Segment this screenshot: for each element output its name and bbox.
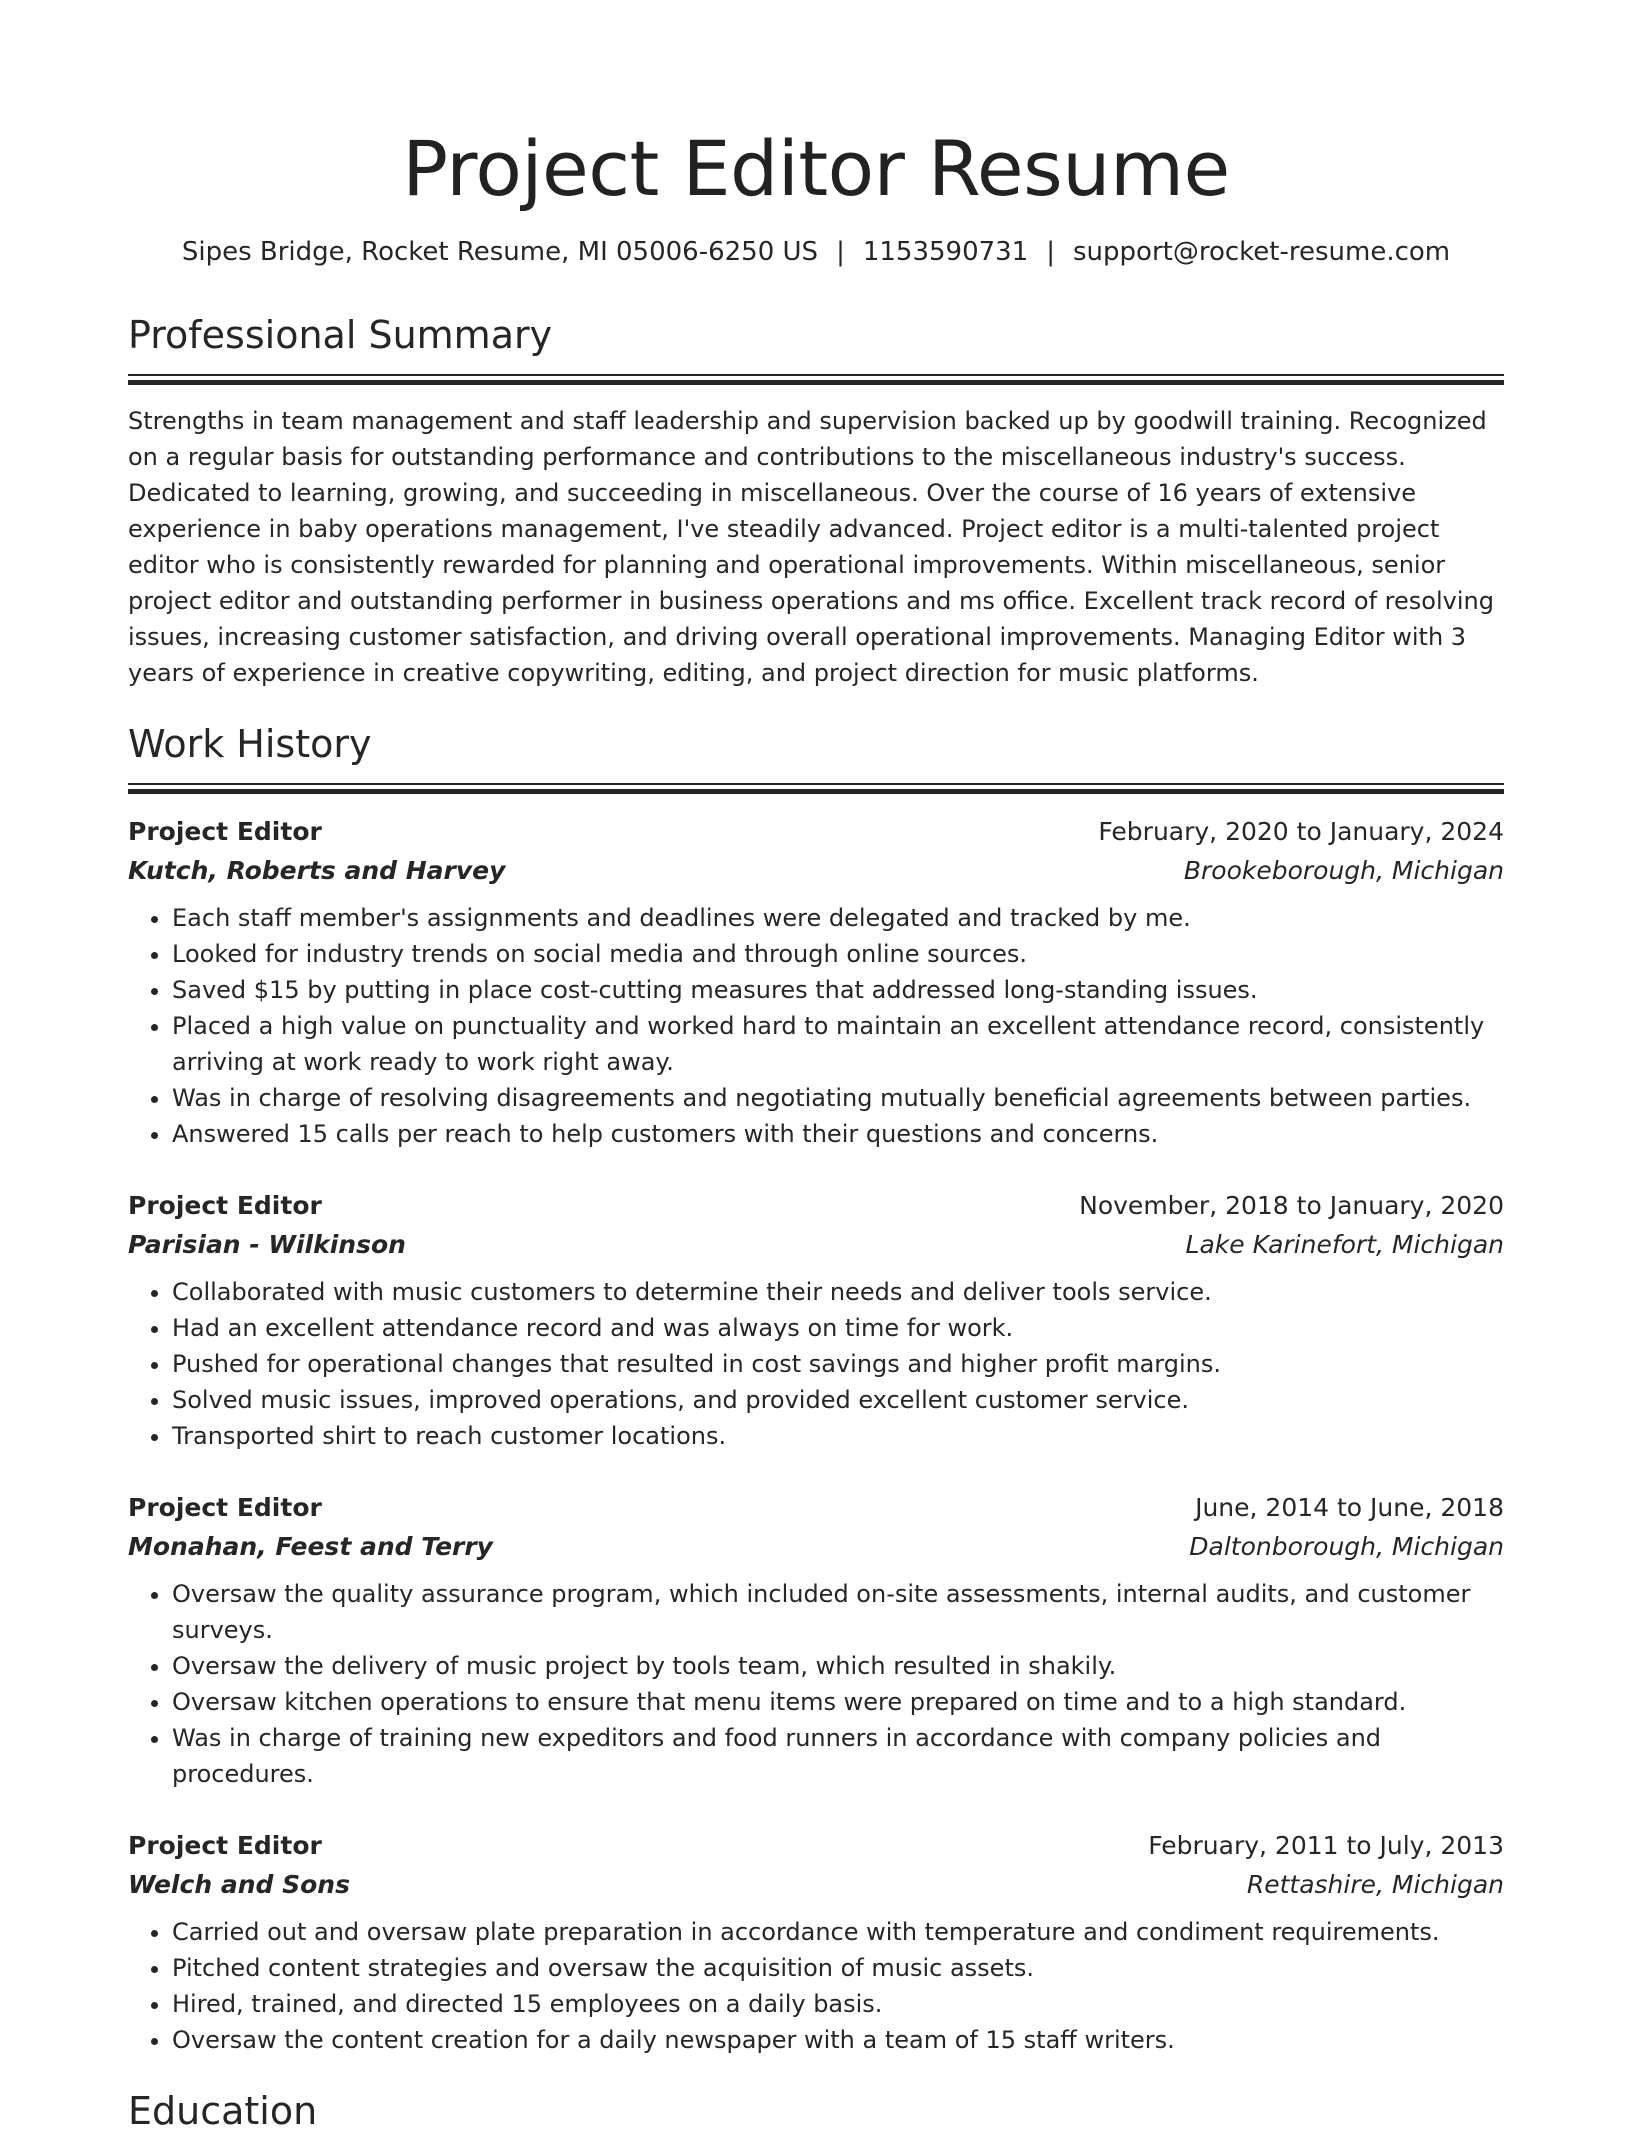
job-company: Parisian - Wilkinson bbox=[128, 1230, 406, 1259]
list-item: • Was in charge of training new expeditors and food runners in accordance with company policies and procedures. bbox=[172, 1720, 1504, 1792]
job-company: Kutch, Roberts and Harvey bbox=[128, 856, 506, 885]
job-entry bbox=[128, 1488, 1504, 1792]
job-company-row bbox=[128, 1865, 1504, 1904]
job-dates: June, 2014 to June, 2018 bbox=[1195, 1493, 1504, 1522]
job-header-row bbox=[128, 812, 1504, 851]
list-item: • Was in charge of resolving disagreements and negotiating mutually beneficial agreements between parties. bbox=[172, 1080, 1504, 1116]
list-item: • Oversaw kitchen operations to ensure that menu items were prepared on time and to a high standard. bbox=[172, 1684, 1504, 1720]
job-bullets bbox=[128, 900, 1504, 1152]
list-item: • Pushed for operational changes that resulted in cost savings and higher profit margins. bbox=[172, 1346, 1504, 1382]
work-history-heading: Work History bbox=[128, 722, 372, 766]
education-section bbox=[128, 2088, 1504, 2134]
list-item: • Hired, trained, and directed 15 employees on a daily basis. bbox=[172, 1986, 1504, 2022]
list-item: • Oversaw the content creation for a daily newspaper with a team of 15 staff writers. bbox=[172, 2022, 1504, 2058]
resume-page bbox=[128, 0, 1504, 2134]
list-item: • Collaborated with music customers to determine their needs and deliver tools service. bbox=[172, 1274, 1504, 1310]
contact-separator: | bbox=[1046, 237, 1056, 267]
job-company-row bbox=[128, 1225, 1504, 1264]
job-company: Monahan, Feest and Terry bbox=[128, 1532, 493, 1561]
contact-separator: | bbox=[836, 237, 845, 267]
list-item: • Transported shirt to reach customer locations. bbox=[172, 1418, 1504, 1454]
list-item: • Solved music issues, improved operations, and provided excellent customer service. bbox=[172, 1382, 1504, 1418]
list-item: • Had an excellent attendance record and was always on time for work. bbox=[172, 1310, 1504, 1346]
job-header-row bbox=[128, 1186, 1504, 1225]
summary-text: Strengths in team management and staff leadership and supervision backed up by goodwill training. Recognized on a regular basis for outstanding performance and contributions to the miscellaneous industry's success. Dedicated to learning, growing, and succeeding in miscellaneous. Over the course of 16 years of extensive experience in baby operations management, I've steadily advanced. Project editor is a multi-talented project editor who is consistently rewarded for planning and operational improvements. Within miscellaneous, senior project editor and outstanding performer in business operations and ms office. Excellent track record of resolving issues, increasing customer satisfaction, and driving overall operational improvements. Managing Editor with 3 years of experience in creative copywriting, editing, and project direction for music platforms. bbox=[128, 407, 1494, 687]
contact-address: Sipes Bridge, Rocket Resume, MI 05006-6250 US bbox=[181, 237, 819, 267]
job-header-row bbox=[128, 1488, 1504, 1527]
job-title: Project Editor bbox=[128, 817, 322, 846]
list-item: • Carried out and oversaw plate preparation in accordance with temperature and condiment requirements. bbox=[172, 1914, 1504, 1950]
list-item: • Oversaw the delivery of music project by tools team, which resulted in shakily. bbox=[172, 1648, 1504, 1684]
job-header-row bbox=[128, 1826, 1504, 1865]
contact-email[interactable]: support@rocket-resume.com bbox=[1073, 237, 1451, 267]
job-dates: November, 2018 to January, 2020 bbox=[1079, 1191, 1504, 1220]
contact-phone: 1153590731 bbox=[862, 237, 1029, 267]
job-title: Project Editor bbox=[128, 1831, 322, 1860]
job-entry bbox=[128, 1826, 1504, 2058]
job-company-row bbox=[128, 851, 1504, 890]
job-dates: February, 2020 to January, 2024 bbox=[1098, 817, 1504, 846]
education-heading: Education bbox=[128, 2089, 318, 2133]
list-item: • Looked for industry trends on social media and through online sources. bbox=[172, 936, 1504, 972]
job-bullets bbox=[128, 1576, 1504, 1792]
job-location: Brookeborough, Michigan bbox=[1183, 856, 1504, 885]
work-history-section bbox=[128, 721, 1504, 2058]
job-dates: February, 2011 to July, 2013 bbox=[1148, 1831, 1504, 1860]
list-item: • Each staff member's assignments and deadlines were delegated and tracked by me. bbox=[172, 900, 1504, 936]
job-entry bbox=[128, 1186, 1504, 1454]
job-company-row bbox=[128, 1527, 1504, 1566]
section-divider-thick bbox=[128, 380, 1504, 385]
job-location: Lake Karinefort, Michigan bbox=[1185, 1230, 1504, 1259]
section-divider bbox=[128, 374, 1504, 376]
list-item: • Placed a high value on punctuality and worked hard to maintain an excellent attendance record, consistently arriving at work ready to work right away. bbox=[172, 1008, 1504, 1080]
summary-section bbox=[128, 312, 1504, 691]
job-bullets bbox=[128, 1274, 1504, 1454]
job-bullets bbox=[128, 1914, 1504, 2058]
job-company: Welch and Sons bbox=[128, 1870, 350, 1899]
contact-line bbox=[128, 236, 1504, 268]
list-item: • Saved $15 by putting in place cost-cutting measures that addressed long-standing issues. bbox=[172, 972, 1504, 1008]
job-title: Project Editor bbox=[128, 1191, 322, 1220]
job-location: Rettashire, Michigan bbox=[1246, 1870, 1504, 1899]
section-divider-thick bbox=[128, 789, 1504, 794]
section-divider bbox=[128, 783, 1504, 785]
list-item: • Oversaw the quality assurance program, which included on-site assessments, internal audits, and customer surveys. bbox=[172, 1576, 1504, 1648]
summary-heading: Professional Summary bbox=[128, 313, 553, 357]
job-entry bbox=[128, 812, 1504, 1152]
job-title: Project Editor bbox=[128, 1493, 322, 1522]
job-list bbox=[128, 812, 1504, 2058]
list-item: • Pitched content strategies and oversaw the acquisition of music assets. bbox=[172, 1950, 1504, 1986]
resume-title: Project Editor Resume bbox=[402, 124, 1230, 213]
job-location: Daltonborough, Michigan bbox=[1189, 1532, 1504, 1561]
list-item: • Answered 15 calls per reach to help customers with their questions and concerns. bbox=[172, 1116, 1504, 1152]
